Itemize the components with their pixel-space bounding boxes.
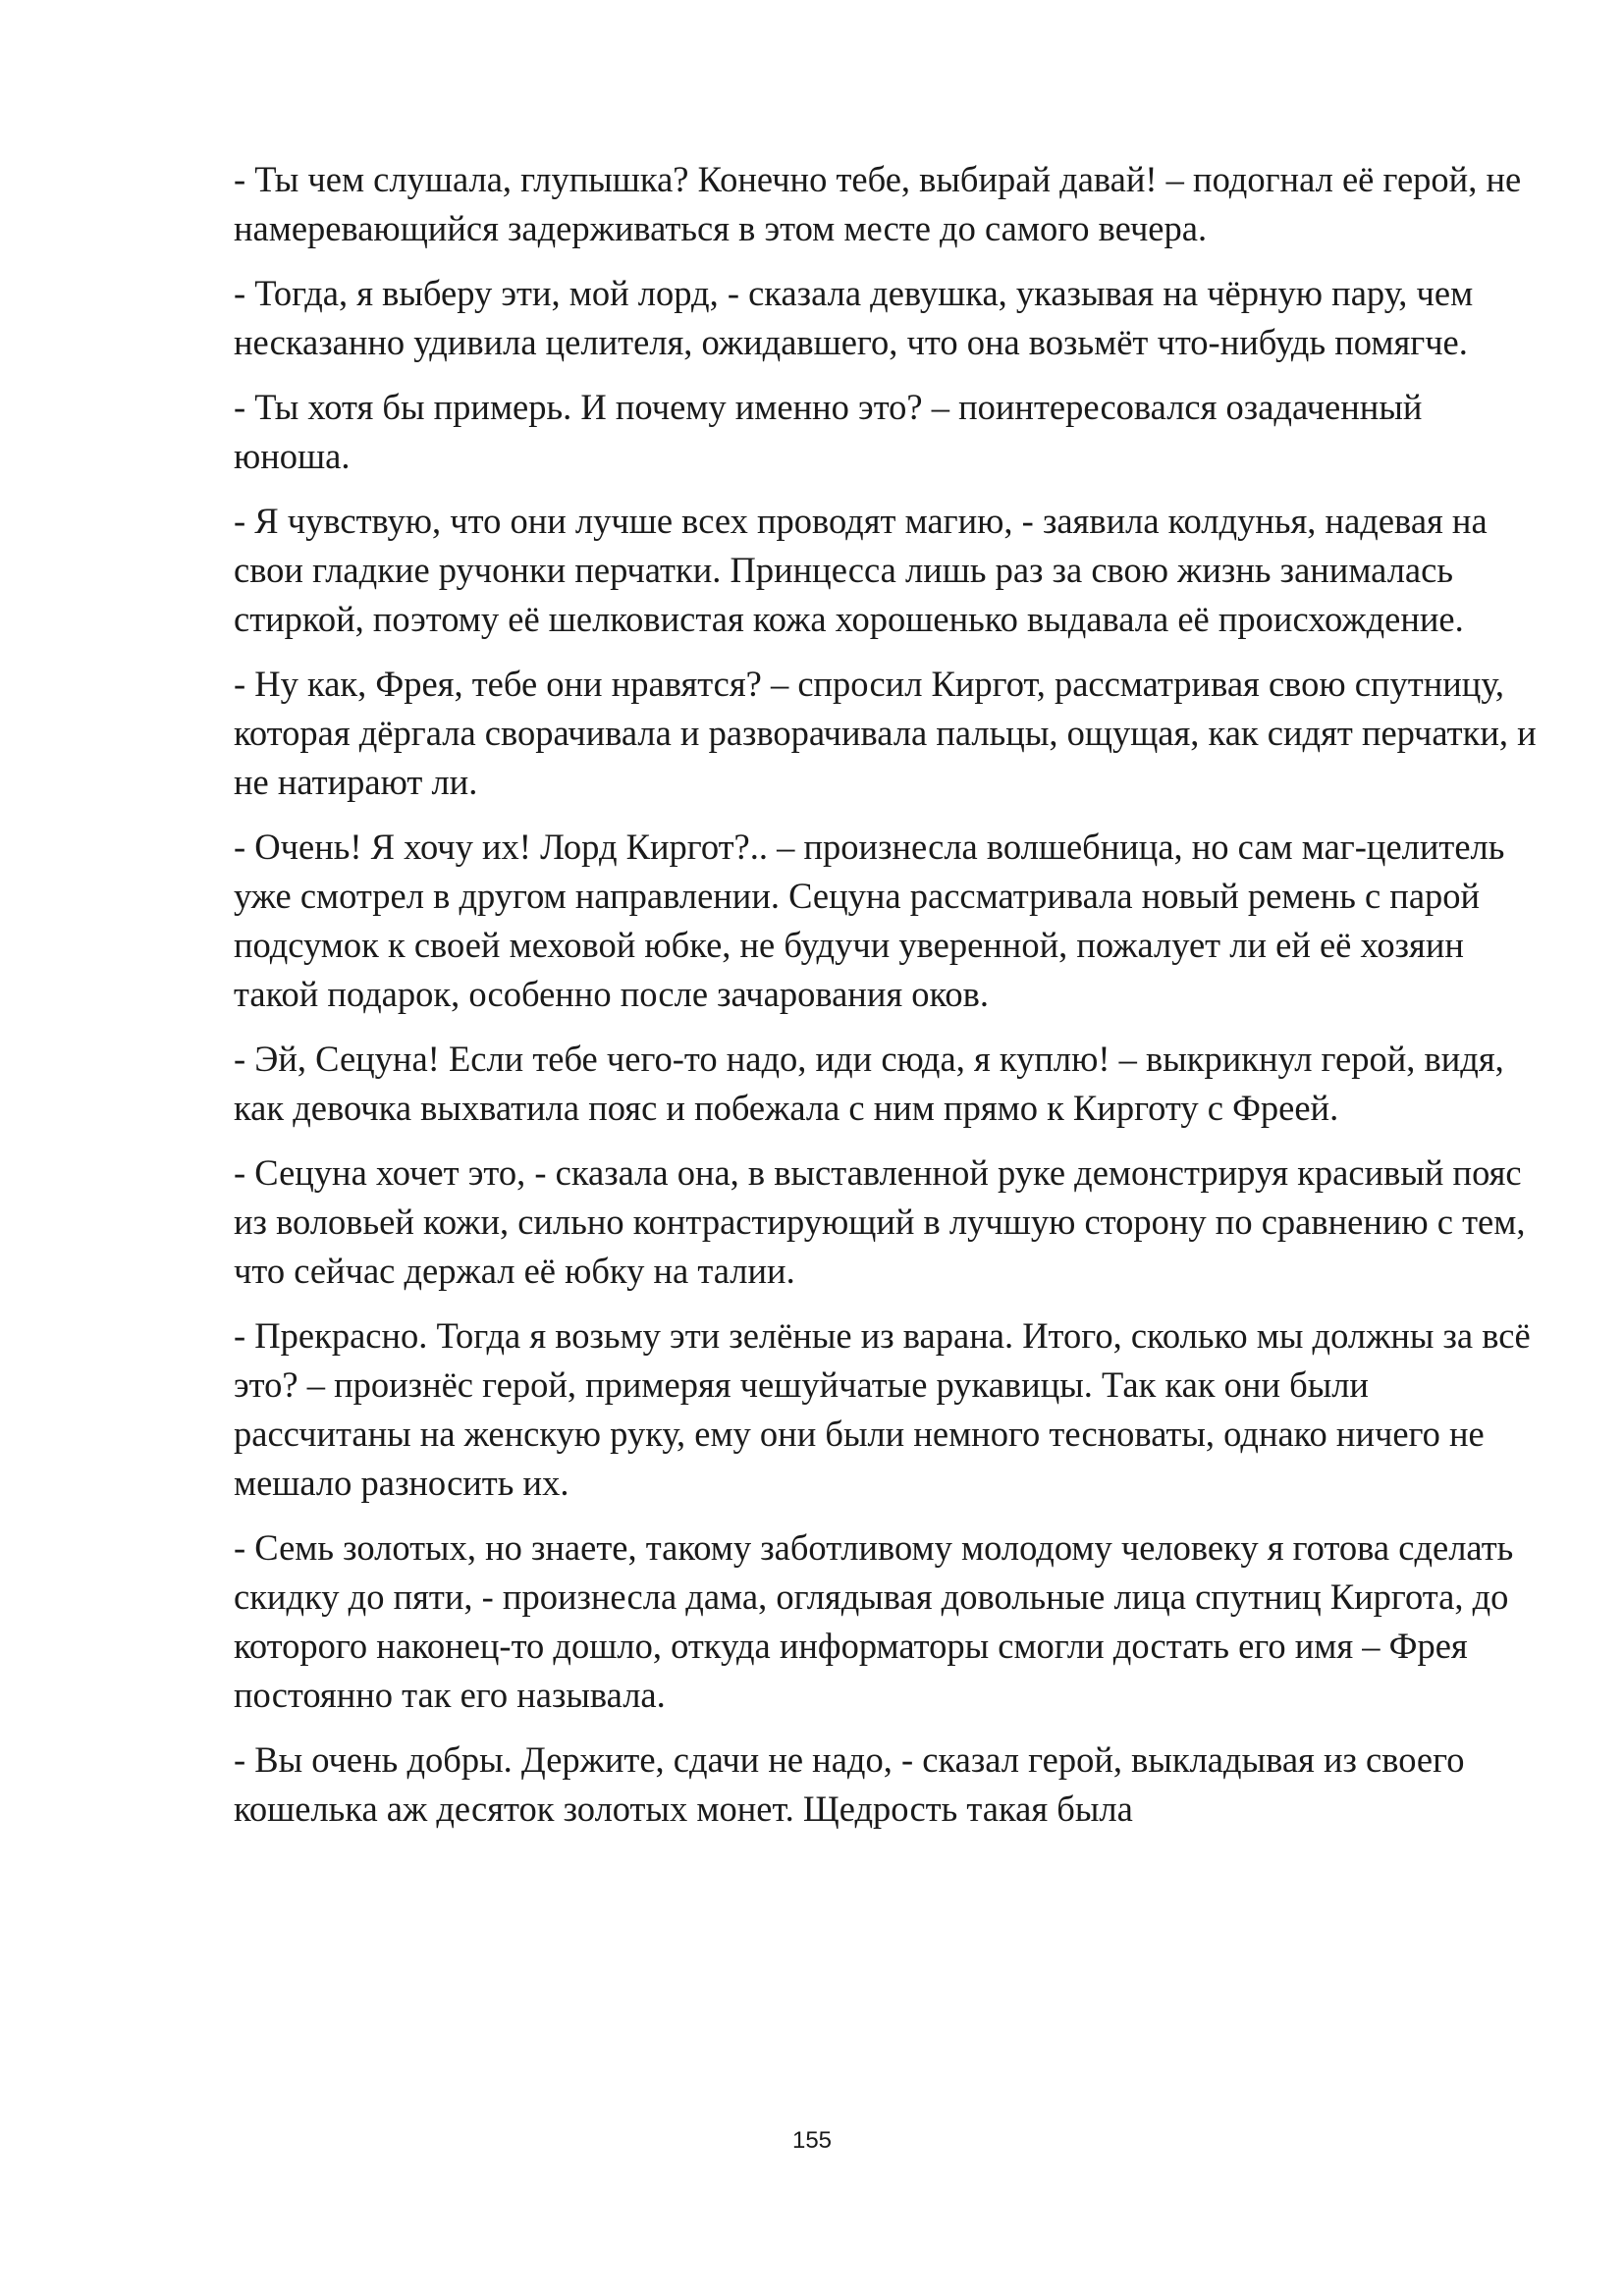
paragraph-6: - Очень! Я хочу их! Лорд Киргот?.. – произнесла волшебница, но сам маг-целитель уже смотрел в другом направлении. Сецуна рассматривала новый ремень с парой подсумок к своей меховой юбке, не будучи уверенной, пожалует ли ей её хозяин такой подарок, особенно после зачарования оков.	[234, 827, 1505, 1014]
page-number: 155	[791, 2127, 833, 2154]
paragraph-9: - Прекрасно. Тогда я возьму эти зелёные из варана. Итого, сколько мы должны за всё это? – произнёс герой, примеряя чешуйчатые рукавицы. Так как они были рассчитаны на женскую руку, ему они были немного тесноваты, однако ничего не мешало разносить их.	[234, 1315, 1531, 1503]
paragraph-7: - Эй, Сецуна! Если тебе чего-то надо, иди сюда, я куплю! – выкрикнул герой, видя, как девочка выхватила пояс и побежала с ним прямо к Кирготу с Фреей.	[234, 1039, 1504, 1128]
paragraph-11: - Вы очень добры. Держите, сдачи не надо, - сказал герой, выкладывая из своего кошелька аж десяток золотых монет. Щедрость такая была	[234, 1739, 1465, 1829]
paragraph-2: - Тогда, я выберу эти, мой лорд, - сказала девушка, указывая на чёрную пару, чем несказанно удивила целителя, ожидавшего, что она возьмёт что-нибудь помягче.	[234, 273, 1474, 362]
body-text	[234, 155, 1540, 1849]
paragraph-4: - Я чувствую, что они лучше всех проводят магию, - заявила колдунья, надевая на свои гладкие ручонки перчатки. Принцесса лишь раз за свою жизнь занималась стиркой, поэтому её шелковистая кожа хорошенько выдавала её происхождение.	[234, 501, 1488, 639]
paragraph-5: - Ну как, Фрея, тебе они нравятся? – спросил Киргот, рассматривая свою спутницу, которая дёргала сворачивала и разворачивала пальцы, ощущая, как сидят перчатки, и не натирают ли.	[234, 664, 1537, 802]
paragraph-1: - Ты чем слушала, глупышка? Конечно тебе, выбирай давай! – подогнал её герой, не намеревающийся задерживаться в этом месте до самого вечера.	[234, 159, 1522, 248]
paragraph-3: - Ты хотя бы примерь. И почему именно это? – поинтересовался озадаченный юноша.	[234, 387, 1423, 476]
paragraph-10: - Семь золотых, но знаете, такому заботливому молодому человеку я готова сделать скидку до пяти, - произнесла дама, оглядывая довольные лица спутниц Киргота, до которого наконец-то дошло, откуда информаторы смогли достать его имя – Фрея постоянно так его называла.	[234, 1527, 1514, 1715]
paragraph-8: - Сецуна хочет это, - сказала она, в выставленной руке демонстрируя красивый пояс из воловьей кожи, сильно контрастирующий в лучшую сторону по сравнению с тем, что сейчас держал её юбку на талии.	[234, 1152, 1526, 1291]
